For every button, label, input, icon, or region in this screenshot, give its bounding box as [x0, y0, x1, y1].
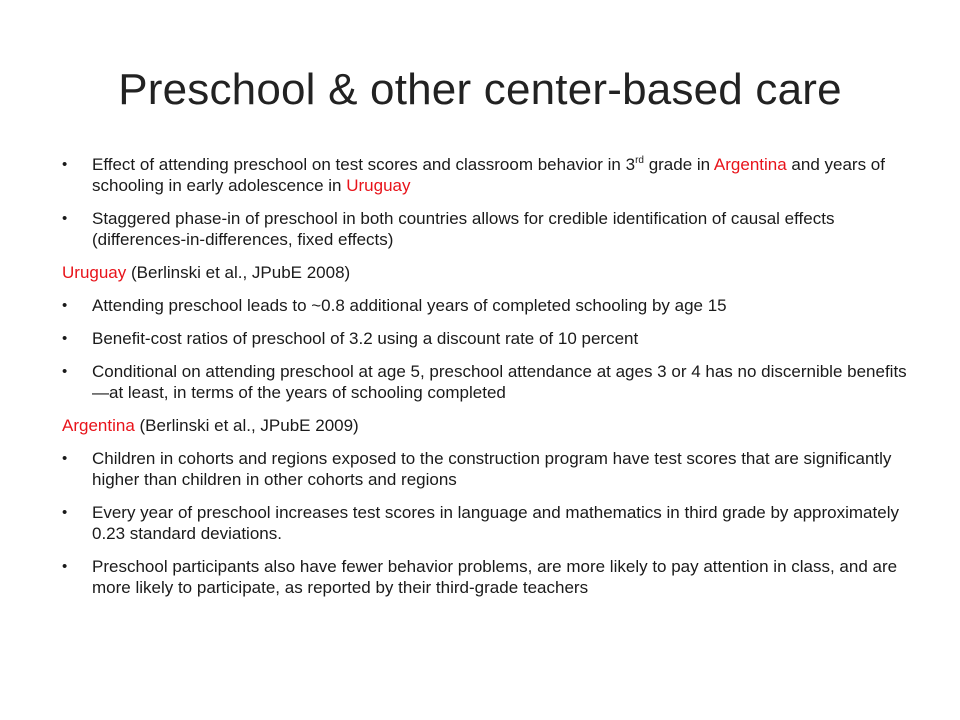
- bullet-text: grade in: [643, 155, 714, 174]
- section-heading-uruguay: [62, 262, 912, 283]
- bullet-text: Effect of attending preschool on test scores and classroom behavior in 3: [92, 155, 636, 174]
- bullet-text: Preschool participants also have fewer behavior problems, are more likely to pay attention in class, and are more likely to participate, as reported by their third-grade teachers: [92, 557, 898, 597]
- country-name: Argentina: [62, 416, 135, 435]
- country-name: Uruguay: [62, 263, 127, 282]
- bullet-argentina-1: [62, 448, 912, 490]
- slide-title: Preschool & other center-based care: [118, 65, 842, 114]
- bullet-uruguay-2: [62, 328, 912, 349]
- bullet-text: Attending preschool leads to ~0.8 additional years of completed schooling by age 15: [92, 296, 727, 315]
- section-heading-argentina: [62, 415, 912, 436]
- bullet-dot: •: [62, 330, 68, 347]
- citation: (Berlinski et al., JPubE 2009): [134, 416, 359, 435]
- slide-body: [62, 154, 912, 610]
- bullet-intro-1: [62, 154, 912, 196]
- bullet-dot: •: [62, 558, 68, 575]
- bullet-uruguay-1: [62, 295, 912, 316]
- bullet-intro-2: [62, 208, 912, 250]
- highlight-argentina: Argentina: [713, 155, 787, 174]
- ordinal-suffix: rd: [635, 155, 644, 166]
- bullet-dot: •: [62, 156, 68, 173]
- bullet-dot: •: [62, 504, 68, 521]
- bullet-text: Benefit-cost ratios of preschool of 3.2 using a discount rate of 10 percent: [92, 329, 639, 348]
- bullet-dot: •: [62, 363, 68, 380]
- bullet-dot: •: [62, 450, 68, 467]
- bullet-text: Every year of preschool increases test scores in language and mathematics in third grade by approximately 0.23 standard deviations.: [92, 503, 899, 543]
- bullet-argentina-3: [62, 556, 912, 598]
- bullet-argentina-2: [62, 502, 912, 544]
- highlight-uruguay: Uruguay: [346, 176, 411, 195]
- bullet-dot: •: [62, 297, 68, 314]
- bullet-text: Children in cohorts and regions exposed to the construction program have test scores that are significantly higher than children in other cohorts and regions: [92, 449, 892, 489]
- bullet-uruguay-3: [62, 361, 912, 403]
- bullet-text: and years of schooling in early adolescence in: [92, 155, 885, 195]
- citation: (Berlinski et al., JPubE 2008): [126, 263, 351, 282]
- bullet-text: Conditional on attending preschool at age 5, preschool attendance at ages 3 or 4 has no discernible benefits—at least, in terms of the years of schooling completed: [92, 362, 907, 402]
- bullet-dot: •: [62, 210, 68, 227]
- bullet-text: Staggered phase-in of preschool in both countries allows for credible identification of causal effects (differences-in-differences, fixed effects): [92, 209, 835, 249]
